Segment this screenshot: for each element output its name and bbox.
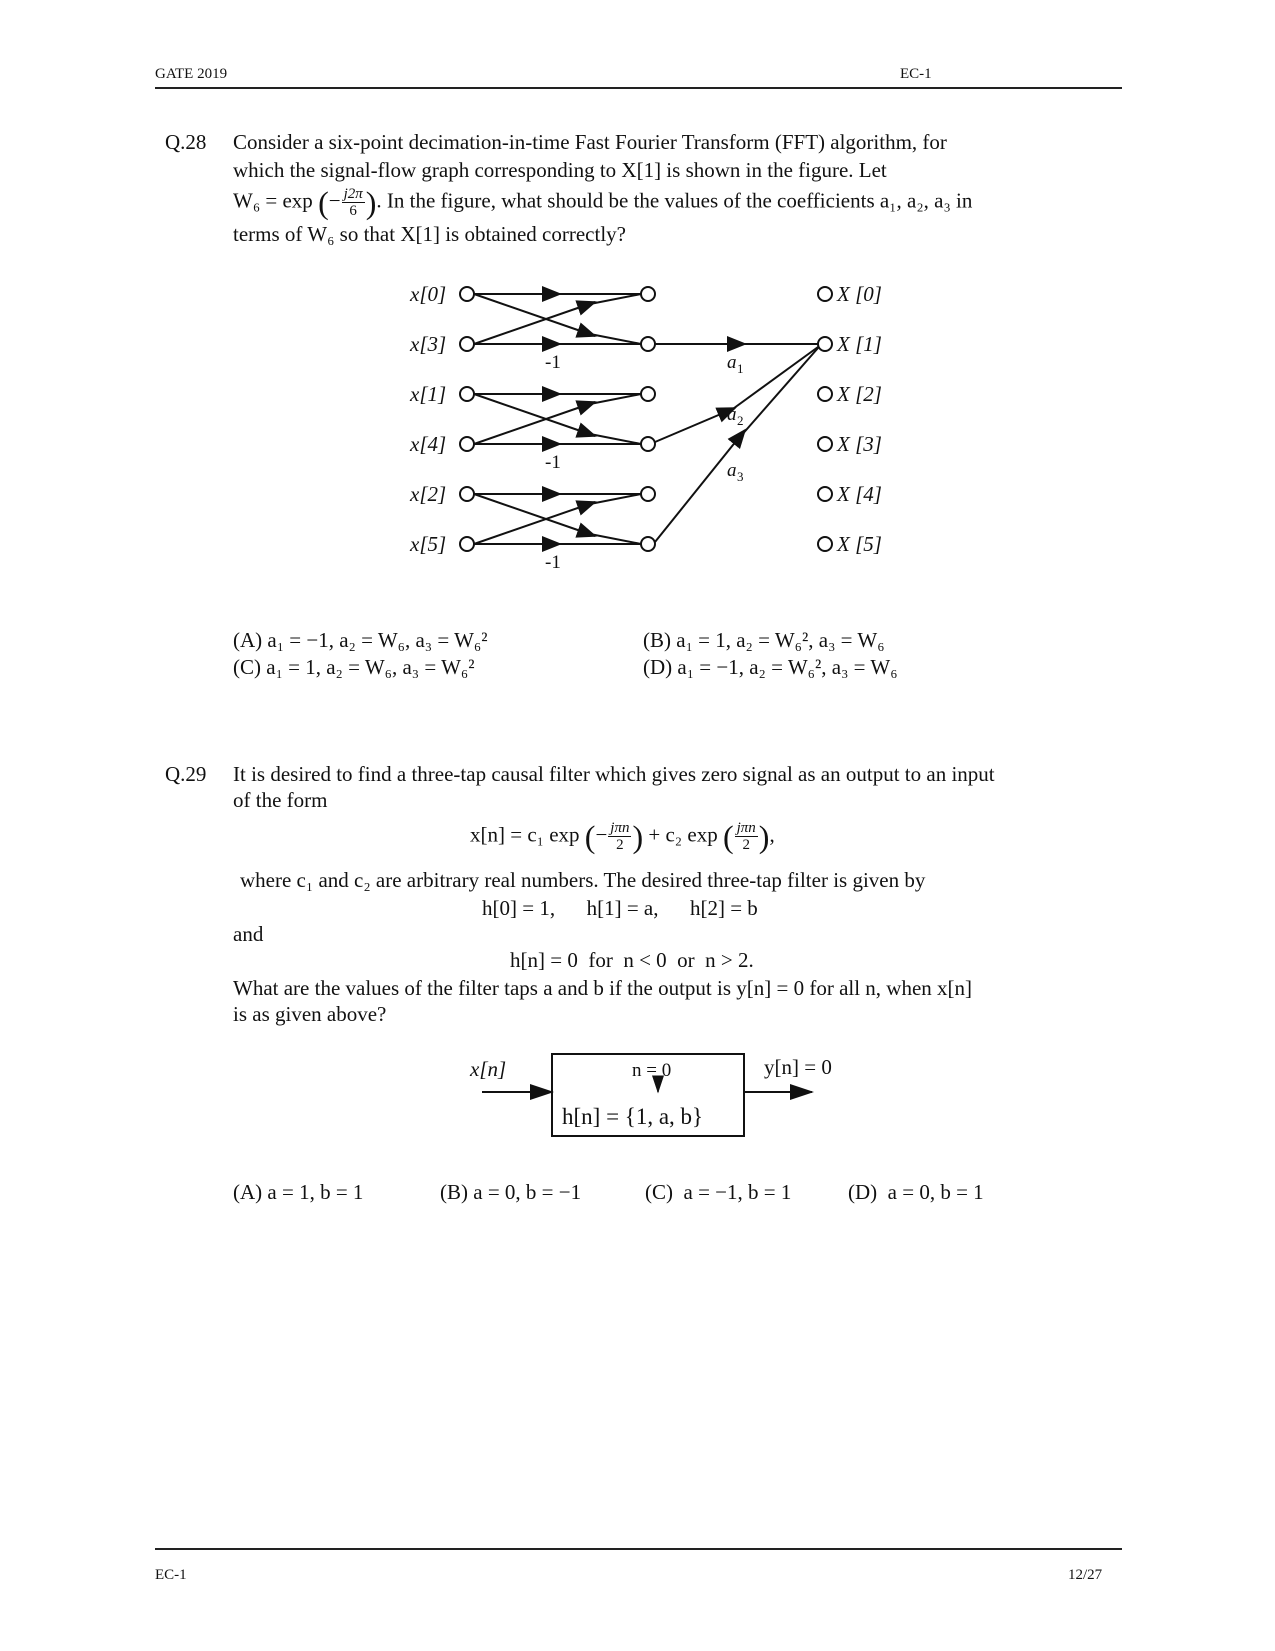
minus-one-label: -1	[545, 352, 561, 373]
input-node	[460, 437, 474, 451]
middle-node	[641, 487, 655, 501]
block-input-label: x[n]	[470, 1057, 507, 1081]
output-node	[818, 287, 832, 301]
output-node	[818, 537, 832, 551]
branch-a3-end	[740, 348, 818, 437]
butterfly-cross-up	[474, 502, 595, 544]
butterfly-cross-down-end	[590, 334, 641, 344]
butterfly-cross-up	[474, 302, 595, 344]
q28-line3-rest: . In the figure, what should be the values of the coefficients a₁, a₂, a₃ in	[376, 188, 973, 213]
output-label: X [5]	[837, 532, 882, 556]
q28-option-c[interactable]: (C) a₁ = 1, a₂ = W₆, a₃ = W₆²	[233, 655, 475, 679]
q29-line5: is as given above?	[233, 1002, 387, 1026]
input-node	[460, 487, 474, 501]
middle-node	[641, 387, 655, 401]
block-output-label: y[n] = 0	[764, 1055, 832, 1079]
middle-node	[641, 287, 655, 301]
q29-option-a[interactable]: (A) a = 1, b = 1	[233, 1180, 364, 1204]
middle-node	[641, 437, 655, 451]
q29-line4: What are the values of the filter taps a and b if the output is y[n] = 0 for all n, when x[n]	[233, 976, 973, 1000]
branch-a3	[655, 430, 745, 542]
input-label: x[0]	[410, 282, 447, 306]
coefficient-subscript: 3	[737, 469, 744, 484]
input-label: x[1]	[410, 382, 447, 406]
input-label: x[5]	[410, 532, 447, 556]
output-node	[818, 387, 832, 401]
coefficient-subscript: 1	[737, 361, 744, 376]
q29-equation-causal: h[n] = 0 for n < 0 or n > 2.	[510, 948, 754, 972]
q28-line1: Consider a six-point decimation-in-time Fast Fourier Transform (FFT) algorithm, for	[233, 130, 947, 154]
header-rule	[155, 87, 1122, 89]
q29-equation-taps: h[0] = 1, h[1] = a, h[2] = b	[482, 896, 758, 920]
input-node	[460, 387, 474, 401]
q28-line2: which the signal-flow graph corresponding to X[1] is shown in the figure. Let	[233, 158, 887, 182]
butterfly-cross-down	[474, 494, 595, 536]
minus-one-label: -1	[545, 452, 561, 473]
output-label: X [1]	[837, 332, 882, 356]
butterfly-cross-up-end	[590, 394, 641, 404]
minus-one-label: -1	[545, 552, 561, 573]
footer-paper-code: EC-1	[155, 1567, 187, 1583]
q29-line1: It is desired to find a three-tap causal filter which gives zero signal as an output to an input	[233, 762, 995, 786]
input-node	[460, 337, 474, 351]
q28-line3: W₆ = exp (− $\frac{j2\pi}{6}$ ). In the figure, what should be the values of the coefficients a₁, a₂, a₃ in	[233, 184, 973, 221]
block-index-label: n = 0	[632, 1060, 672, 1081]
q29-and: and	[233, 922, 264, 946]
middle-node	[641, 537, 655, 551]
input-node	[460, 537, 474, 551]
fft-signal-flow-graph	[0, 280, 1275, 610]
butterfly-cross-down	[474, 294, 595, 336]
middle-node	[641, 337, 655, 351]
output-label: X [2]	[837, 382, 882, 406]
butterfly-cross-down	[474, 394, 595, 436]
butterfly-cross-up	[474, 402, 595, 444]
butterfly-cross-up-end	[590, 294, 641, 304]
output-node	[818, 437, 832, 451]
q29-line3: where c₁ and c₂ are arbitrary real numbers. The desired three-tap filter is given by	[240, 868, 926, 892]
input-label: x[3]	[410, 332, 447, 356]
output-node	[818, 487, 832, 501]
branch-a2	[655, 408, 735, 442]
output-node	[818, 337, 832, 351]
coefficient-label: a	[727, 460, 737, 481]
q29-equation-input: x[n] = c₁ exp (− $\frac{\text{jπn}}{2}$ ) + c₂ exp ( $\frac{\text{jπn}}{2}$ ),	[470, 818, 775, 855]
q28-fraction: $\frac{j2\pi}{6}$	[343, 186, 363, 219]
q28-line4: terms of W₆ so that X[1] is obtained correctly?	[233, 222, 626, 246]
input-label: x[2]	[410, 482, 447, 506]
butterfly-cross-down-end	[590, 534, 641, 544]
q28-w6-def: W₆ = exp	[233, 188, 313, 213]
input-node	[460, 287, 474, 301]
q29-option-c[interactable]: (C) a = −1, b = 1	[645, 1180, 792, 1204]
header-exam-title: GATE 2019	[155, 66, 228, 82]
coefficient-label: a	[727, 404, 737, 425]
footer-rule	[155, 1548, 1122, 1550]
q29-option-d[interactable]: (D) a = 0, b = 1	[848, 1180, 984, 1204]
footer-page-number: 12/27	[1068, 1567, 1103, 1583]
q29-option-b[interactable]: (B) a = 0, b = −1	[440, 1180, 582, 1204]
q28-option-d[interactable]: (D) a₁ = −1, a₂ = W₆², a₃ = W₆	[643, 655, 898, 679]
q28-number: Q.28	[165, 130, 207, 154]
output-label: X [0]	[837, 282, 882, 306]
block-filter-label: h[n] = {1, a, b}	[562, 1104, 704, 1129]
header-paper-code: EC-1	[900, 66, 932, 82]
butterfly-cross-down-end	[590, 434, 641, 444]
q29-number: Q.29	[165, 762, 207, 786]
butterfly-cross-up-end	[590, 494, 641, 504]
q29-line2: of the form	[233, 788, 328, 812]
q28-option-b[interactable]: (B) a₁ = 1, a₂ = W₆², a₃ = W₆	[643, 628, 885, 652]
coefficient-subscript: 2	[737, 413, 744, 428]
input-label: x[4]	[410, 432, 447, 456]
q28-option-a[interactable]: (A) a₁ = −1, a₂ = W₆, a₃ = W₆²	[233, 628, 488, 652]
output-label: X [3]	[837, 432, 882, 456]
branch-a2-end	[730, 347, 818, 411]
coefficient-label: a	[727, 352, 737, 373]
filter-block-diagram	[0, 1040, 1275, 1150]
output-label: X [4]	[837, 482, 882, 506]
